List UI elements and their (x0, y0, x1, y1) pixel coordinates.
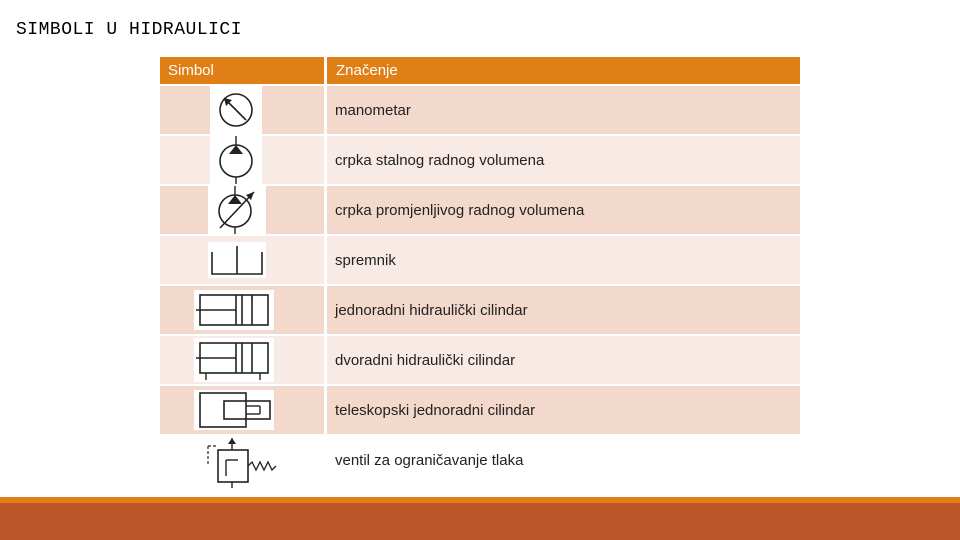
manometer-icon (210, 86, 262, 134)
tank-icon (208, 242, 266, 278)
meaning-cell: ventil za ograničavanje tlaka (326, 435, 801, 485)
double-acting-cylinder-icon (194, 338, 274, 382)
table-row (160, 385, 800, 435)
variable-displacement-pump-icon (208, 186, 266, 234)
meaning-cell: teleskopski jednoradni cilindar (326, 385, 801, 435)
header-symbol: Simbol (160, 57, 326, 85)
symbol-cell (160, 185, 326, 235)
page-title: SIMBOLI U HIDRAULICI (16, 20, 243, 40)
symbol-cell (160, 385, 326, 435)
header-meaning: Značenje (326, 57, 801, 85)
table-row (160, 335, 800, 385)
single-acting-cylinder-icon (194, 290, 274, 330)
symbol-cell (160, 135, 326, 185)
pressure-relief-valve-icon (198, 436, 282, 490)
table-row (160, 185, 800, 235)
meaning-cell: jednoradni hidraulički cilindar (326, 285, 801, 335)
meaning-cell: manometar (326, 85, 801, 135)
symbol-cell (160, 85, 326, 135)
table-row (160, 285, 800, 335)
symbol-cell (160, 435, 326, 485)
meaning-cell: dvoradni hidraulički cilindar (326, 335, 801, 385)
symbol-cell (160, 285, 326, 335)
symbols-table (160, 57, 800, 486)
fixed-displacement-pump-icon (210, 136, 262, 184)
telescopic-cylinder-icon (194, 390, 274, 430)
meaning-cell: crpka stalnog radnog volumena (326, 135, 801, 185)
table-row (160, 135, 800, 185)
table-header-row (160, 57, 800, 85)
symbol-cell (160, 235, 326, 285)
table-row (160, 235, 800, 285)
symbol-cell (160, 335, 326, 385)
table-row (160, 85, 800, 135)
meaning-cell: spremnik (326, 235, 801, 285)
footer-bar (0, 503, 960, 540)
table-row (160, 435, 800, 485)
meaning-cell: crpka promjenljivog radnog volumena (326, 185, 801, 235)
